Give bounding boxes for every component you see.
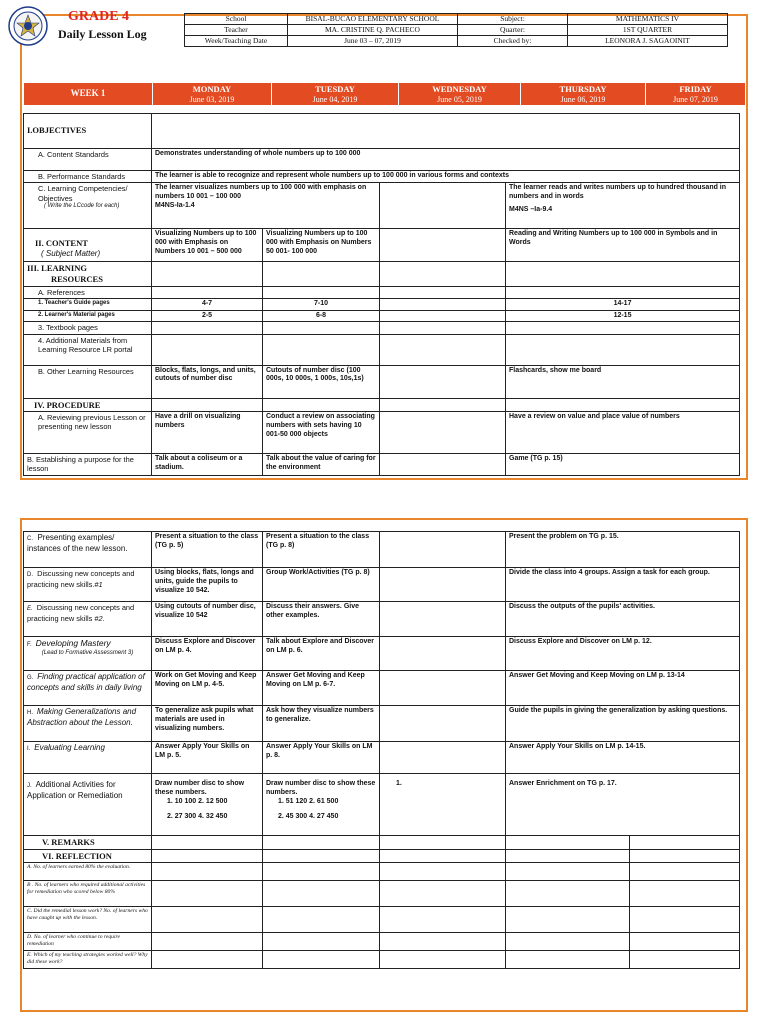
remarks-mon	[152, 836, 263, 850]
header-row	[185, 36, 728, 47]
evaluation-mon: Answer Apply Your Skills on LM p. 5.	[152, 742, 263, 774]
additional-activities-wed: 1.	[380, 774, 506, 836]
concepts-one-label: D. Discussing new concepts and practicing new skills.#1	[24, 568, 152, 602]
day-name: MONDAY	[192, 84, 232, 94]
reflection-item-d: D. No. of learner who continue to require remediation	[24, 933, 152, 951]
day-date: June 03, 2019	[189, 94, 235, 104]
concepts-one-wed	[380, 568, 506, 602]
objectives-row	[24, 114, 740, 149]
reflection-a-wed	[380, 863, 506, 881]
concepts-one-thu: Divide the class into 4 groups. Assign a task for each group.	[506, 568, 740, 602]
additional-activities-tue: Draw number disc to show these numbers. 1. 51 120 2. 61 500 2. 45 300 4. 27 450	[263, 774, 380, 836]
tg-row	[24, 298, 740, 310]
log-title: Daily Lesson Log	[58, 27, 147, 41]
day-date: June 05, 2019	[437, 94, 482, 104]
quarter-label: Quarter:	[458, 25, 568, 36]
other-resources-label: B. Other Learning Resources	[24, 365, 152, 398]
review-wed	[380, 412, 506, 454]
day-date: June 07, 2019	[673, 94, 718, 104]
tg-thu: 14-17	[506, 298, 740, 310]
purpose-mon: Talk about a coliseum or a stadium.	[152, 454, 263, 476]
week-label: WEEK 1	[24, 83, 153, 106]
tg-label: 1. Teacher's Guide pages	[24, 298, 152, 310]
lm-tue: 6-8	[263, 310, 380, 322]
content-heading: II. CONTENT ( Subject Matter)	[24, 229, 152, 262]
other-resources-row	[24, 365, 740, 398]
remarks-row	[24, 836, 740, 850]
reflection-item-row	[24, 907, 740, 933]
reflection-a-mon	[152, 863, 263, 881]
concepts-one-mon: Using blocks, flats, longs and units, guide the pupils to visualize 10 542.	[152, 568, 263, 602]
review-thu: Have a review on value and place value of numbers	[506, 412, 740, 454]
reflection-fri	[630, 849, 740, 863]
concepts-two-tue: Discuss their answers. Give other examples.	[263, 602, 380, 637]
references-row	[24, 286, 740, 298]
mastery-mon: Discuss Explore and Discover on LM p. 4.	[152, 637, 263, 671]
procedure-tue	[263, 398, 380, 412]
resources-heading: III. LEARNING RESOURCES	[24, 262, 152, 286]
references-tue	[263, 286, 380, 298]
content-wed	[380, 229, 506, 262]
purpose-wed	[380, 454, 506, 476]
concepts-two-row	[24, 602, 740, 637]
reflection-d-mon	[152, 933, 263, 951]
deped-seal-icon	[8, 6, 48, 46]
lm-label: 2. Learner's Material pages	[24, 310, 152, 322]
additional-materials-row	[24, 334, 740, 365]
week-row	[24, 83, 746, 106]
reflection-thu	[506, 849, 630, 863]
textbook-tue	[263, 322, 380, 334]
reflection-d-wed	[380, 933, 506, 951]
day-date: June 06, 2019	[560, 94, 606, 104]
reflection-e-thu	[506, 951, 630, 969]
reflection-b-mon	[152, 881, 263, 907]
lesson-table-part-two	[23, 531, 740, 969]
subject-label: Subject:	[458, 14, 568, 25]
day-tuesday	[272, 83, 399, 106]
week-date-label: Week/Teaching Date	[185, 36, 288, 47]
remarks-tue	[263, 836, 380, 850]
reflection-item-a: A. No. of learners earned 80% the evaluation.	[24, 863, 152, 881]
content-standards-row	[24, 149, 740, 171]
subject-value: MATHEMATICS IV	[568, 14, 728, 25]
school-label: School	[185, 14, 288, 25]
references-thu	[506, 286, 740, 298]
evaluation-wed	[380, 742, 506, 774]
reflection-heading: VI. REFLECTION	[24, 849, 152, 863]
evaluation-label: I. Evaluating Learning	[24, 742, 152, 774]
concepts-two-label: E. Discussing new concepts and practicing new skills #2.	[24, 602, 152, 637]
day-thursday	[521, 83, 646, 106]
teacher-value: MA. CRISTINE Q. PACHECO	[288, 25, 458, 36]
reflection-item-c: C. Did the remedial lesson work? No. of learners who have caught up with the lesson.	[24, 907, 152, 933]
other-resources-mon: Blocks, flats, longs, and units, cutouts of number disc	[152, 365, 263, 398]
additional-activities-label: J. Additional Activities for Application or Remediation	[24, 774, 152, 836]
reflection-item-row	[24, 881, 740, 907]
day-name: WEDNESDAY	[432, 84, 487, 94]
mastery-wed	[380, 637, 506, 671]
procedure-heading: IV. PROCEDURE	[24, 398, 152, 412]
concepts-one-tue: Group Work/Activities (TG p. 8)	[263, 568, 380, 602]
evaluation-tue: Answer Apply Your Skills on LM p. 8.	[263, 742, 380, 774]
reflection-e-tue	[263, 951, 380, 969]
quarter-value: 1ST QUARTER	[568, 25, 728, 36]
evaluation-row	[24, 742, 740, 774]
reflection-item-row	[24, 951, 740, 969]
references-mon	[152, 286, 263, 298]
textbook-mon	[152, 322, 263, 334]
generalization-mon: To generalize ask pupils what materials are used in visualizing numbers.	[152, 706, 263, 742]
lm-mon: 2-5	[152, 310, 263, 322]
reflection-c-wed	[380, 907, 506, 933]
examples-thu: Present the problem on TG p. 15.	[506, 532, 740, 568]
lm-thu: 12-15	[506, 310, 740, 322]
additional-activities-thu: Answer Enrichment on TG p. 17.	[506, 774, 740, 836]
content-standards-label: A. Content Standards	[24, 149, 152, 171]
mastery-row	[24, 637, 740, 671]
procedure-row	[24, 398, 740, 412]
performance-standards-value: The learner is able to recognize and represent whole numbers up to 100 000 in various forms and contexts	[152, 171, 740, 183]
content-thu-fri: Reading and Writing Numbers up to 100 000 in Symbols and in Words	[506, 229, 740, 262]
content-tue: Visualizing Numbers up to 100 000 with Emphasis on Numbers 50 001- 100 000	[263, 229, 380, 262]
examples-wed	[380, 532, 506, 568]
resources-wed	[380, 262, 506, 286]
other-resources-thu: Flashcards, show me board	[506, 365, 740, 398]
other-resources-tue: Cutouts of number disc (100 000s, 10 000s, 1 000s, 10s,1s)	[263, 365, 380, 398]
generalization-wed	[380, 706, 506, 742]
reflection-c-tue	[263, 907, 380, 933]
competencies-mon-tue: The learner visualizes numbers up to 100 000 with emphasis on numbers 10 001 – 100 000 M4NS-Ia-1.4	[152, 183, 380, 229]
references-wed	[380, 286, 506, 298]
reflection-e-mon	[152, 951, 263, 969]
concepts-one-row	[24, 568, 740, 602]
remarks-heading: V. REMARKS	[24, 836, 152, 850]
day-friday	[646, 83, 746, 106]
additional-activities-mon: Draw number disc to show these numbers. 1. 10 100 2. 12 500 2. 27 300 4. 32 450	[152, 774, 263, 836]
competencies-row	[24, 183, 740, 229]
content-standards-value: Demonstrates understanding of whole numbers up to 100 000	[152, 149, 740, 171]
generalization-tue: Ask how they visualize numbers to generalize.	[263, 706, 380, 742]
reflection-b-thu	[506, 881, 630, 907]
header-table	[184, 13, 728, 47]
reflection-c-mon	[152, 907, 263, 933]
concepts-two-mon: Using cutouts of number disc, visualize 10 542	[152, 602, 263, 637]
remarks-thu	[506, 836, 630, 850]
application-row	[24, 671, 740, 706]
evaluation-thu: Answer Apply Your Skills on LM p. 14-15.	[506, 742, 740, 774]
week-banner	[23, 82, 746, 106]
examples-label: C. Presenting examples/ instances of the new lesson.	[24, 532, 152, 568]
reflection-mon	[152, 849, 263, 863]
content-mon: Visualizing Numbers up to 100 000 with Emphasis on Numbers 10 001 – 500 000	[152, 229, 263, 262]
content-row	[24, 229, 740, 262]
resources-mon	[152, 262, 263, 286]
competencies-wed	[380, 183, 506, 229]
header-row	[185, 25, 728, 36]
tg-mon: 4-7	[152, 298, 263, 310]
day-name: THURSDAY	[559, 84, 607, 94]
reflection-tue	[263, 849, 380, 863]
reflection-a-fri	[630, 863, 740, 881]
reflection-item-row	[24, 863, 740, 881]
teacher-label: Teacher	[185, 25, 288, 36]
remarks-fri	[630, 836, 740, 850]
competencies-thu-fri: The learner reads and writes numbers up to hundred thousand in numbers and in words M4NS –Ia-9.4	[506, 183, 740, 229]
procedure-mon	[152, 398, 263, 412]
generalization-label: H. Making Generalizations and Abstraction about the Lesson.	[24, 706, 152, 742]
reflection-b-wed	[380, 881, 506, 907]
reflection-d-tue	[263, 933, 380, 951]
examples-mon: Present a situation to the class (TG p. 5)	[152, 532, 263, 568]
lm-row	[24, 310, 740, 322]
application-mon: Work on Get Moving and Keep Moving on LM p. 4-5.	[152, 671, 263, 706]
purpose-label: B. Establishing a purpose for the lesson	[24, 454, 152, 476]
reflection-b-tue	[263, 881, 380, 907]
objectives-empty	[152, 114, 740, 149]
additional-materials-thu	[506, 334, 740, 365]
reflection-e-wed	[380, 951, 506, 969]
concepts-two-thu: Discuss the outputs of the pupils' activities.	[506, 602, 740, 637]
review-mon: Have a drill on visualizing numbers	[152, 412, 263, 454]
competencies-label: C. Learning Competencies/ Objectives ( Write the LCcode for each)	[24, 183, 152, 229]
objectives-heading: I.OBJECTIVES	[24, 114, 152, 149]
mastery-thu: Discuss Explore and Discover on LM p. 12.	[506, 637, 740, 671]
mastery-label: F. Developing Mastery (Lead to Formative Assessment 3)	[24, 637, 152, 671]
reflection-wed	[380, 849, 506, 863]
examples-row	[24, 532, 740, 568]
resources-tue	[263, 262, 380, 286]
tg-tue: 7-10	[263, 298, 380, 310]
day-monday	[153, 83, 272, 106]
textbook-wed	[380, 322, 506, 334]
tg-wed	[380, 298, 506, 310]
purpose-row	[24, 454, 740, 476]
day-date: June 04, 2019	[312, 94, 358, 104]
performance-standards-row	[24, 171, 740, 183]
additional-activities-row	[24, 774, 740, 836]
procedure-wed	[380, 398, 506, 412]
week-date-value: June 03 – 07, 2019	[288, 36, 458, 47]
checked-by-label: Checked by:	[458, 36, 568, 47]
day-wednesday	[399, 83, 521, 106]
examples-tue: Present a situation to the class (TG p. 8)	[263, 532, 380, 568]
reflection-d-thu	[506, 933, 630, 951]
header-row	[185, 14, 728, 25]
day-name: FRIDAY	[679, 84, 712, 94]
review-label: A. Reviewing previous Lesson or presenting new lesson	[24, 412, 152, 454]
textbook-row	[24, 322, 740, 334]
purpose-thu: Game (TG p. 15)	[506, 454, 740, 476]
textbook-thu	[506, 322, 740, 334]
textbook-label: 3. Textbook pages	[24, 322, 152, 334]
application-tue: Answer Get Moving and Keep Moving on LM p. 6-7.	[263, 671, 380, 706]
grade-title: GRADE 4	[68, 9, 130, 24]
procedure-thu	[506, 398, 740, 412]
reflection-row	[24, 849, 740, 863]
reflection-c-fri	[630, 907, 740, 933]
day-name: TUESDAY	[315, 84, 355, 94]
lm-wed	[380, 310, 506, 322]
additional-materials-tue	[263, 334, 380, 365]
school-value: BISAL-BUCAO ELEMENTARY SCHOOL	[288, 14, 458, 25]
other-resources-wed	[380, 365, 506, 398]
application-wed	[380, 671, 506, 706]
remarks-wed	[380, 836, 506, 850]
reflection-c-thu	[506, 907, 630, 933]
reflection-b-fri	[630, 881, 740, 907]
resources-row	[24, 262, 740, 286]
reflection-e-fri	[630, 951, 740, 969]
reflection-item-b: B . No. of learners who required additional activities for remediation who scored below 80%	[24, 881, 152, 907]
additional-materials-wed	[380, 334, 506, 365]
concepts-two-wed	[380, 602, 506, 637]
additional-materials-label: 4. Additional Materials from Learning Resource LR portal	[24, 334, 152, 365]
reflection-d-fri	[630, 933, 740, 951]
performance-standards-label: B. Performance Standards	[24, 171, 152, 183]
review-row	[24, 412, 740, 454]
application-label: G. Finding practical application of concepts and skills in daily living	[24, 671, 152, 706]
generalization-thu: Guide the pupils in giving the generalization by asking questions.	[506, 706, 740, 742]
resources-thu	[506, 262, 740, 286]
purpose-tue: Talk about the value of caring for the environment	[263, 454, 380, 476]
references-label: A. References	[24, 286, 152, 298]
reflection-a-thu	[506, 863, 630, 881]
checked-by-value: LEONORA J. SAGAOINIT	[568, 36, 728, 47]
reflection-a-tue	[263, 863, 380, 881]
reflection-item-row	[24, 933, 740, 951]
application-thu: Answer Get Moving and Keep Moving on LM p. 13-14	[506, 671, 740, 706]
additional-materials-mon	[152, 334, 263, 365]
lesson-table-part-one	[23, 113, 740, 476]
reflection-item-e: E. Which of my teaching strategies worked well? Why did these work?	[24, 951, 152, 969]
review-tue: Conduct a review on associating numbers with sets having 10 001-50 000 objects	[263, 412, 380, 454]
generalization-row	[24, 706, 740, 742]
mastery-tue: Talk about Explore and Discover on LM p. 6.	[263, 637, 380, 671]
